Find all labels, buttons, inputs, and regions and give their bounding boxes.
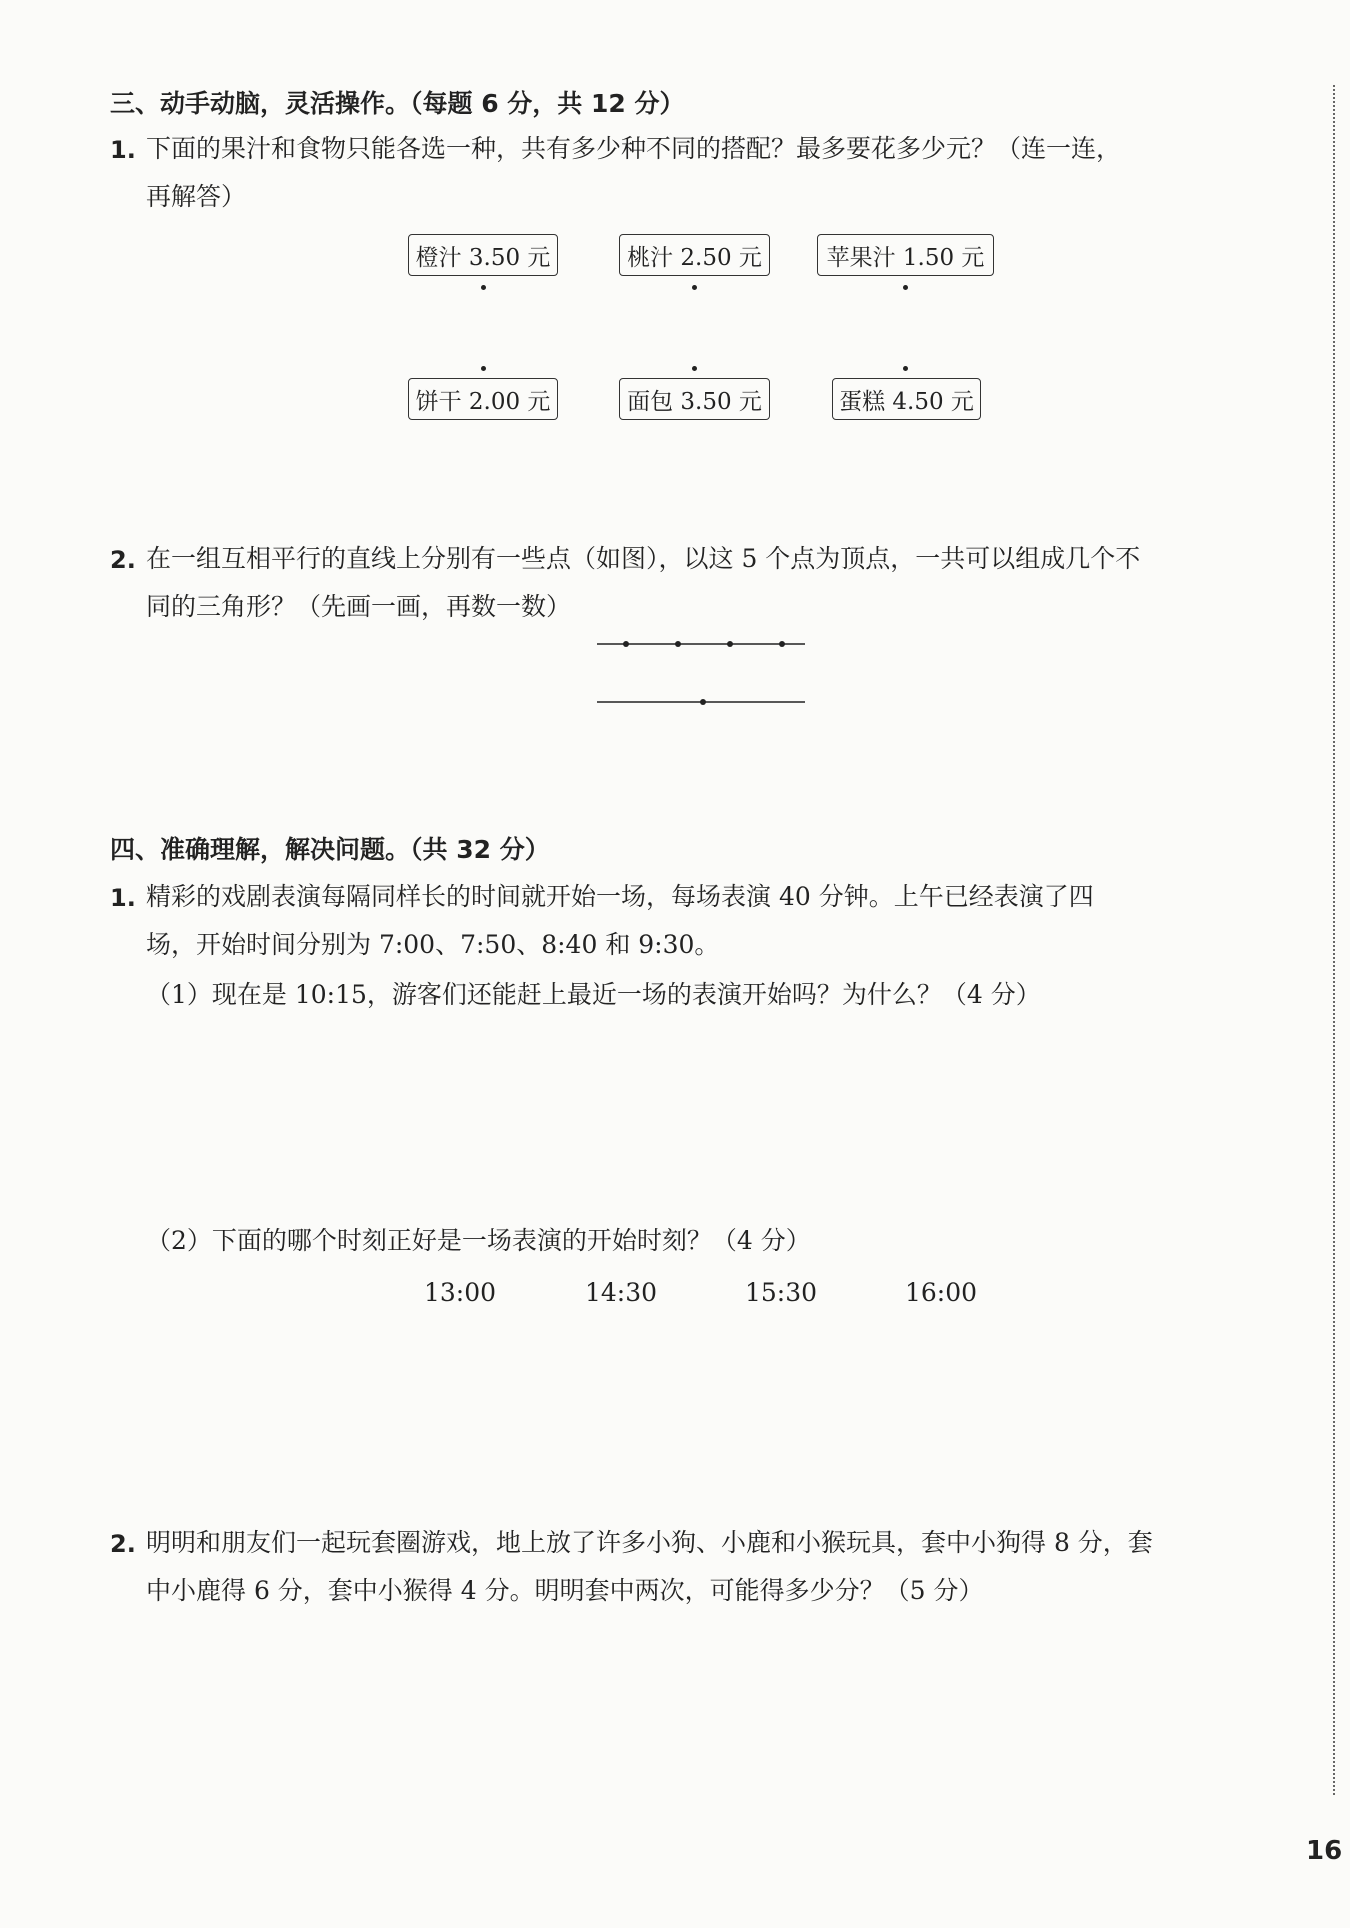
question-number: 1.	[110, 884, 136, 912]
question-text: 中小鹿得 6 分，套中小猴得 4 分。明明套中两次，可能得多少分？（5 分）	[146, 1576, 984, 1605]
food-box-cake: 蛋糕 4.50 元	[832, 378, 981, 420]
drink-box-orange-juice: 橙汁 3.50 元	[408, 234, 558, 276]
time-option: 16:00	[905, 1278, 978, 1307]
connect-dot	[481, 366, 486, 371]
point	[779, 641, 785, 647]
connect-dot	[692, 285, 697, 290]
question-text: 明明和朋友们一起玩套圈游戏，地上放了许多小狗、小鹿和小猴玩具，套中小狗得 8 分，套	[146, 1528, 1153, 1557]
section4-title: 四、准确理解，解决问题。（共 32 分）	[110, 835, 550, 864]
drink-box-peach-juice: 桃汁 2.50 元	[619, 234, 770, 276]
time-option: 13:00	[424, 1278, 497, 1307]
point	[700, 699, 706, 705]
parallel-lines-figure	[590, 630, 810, 710]
section3-title: 三、动手动脑，灵活操作。（每题 6 分，共 12 分）	[110, 89, 685, 118]
connect-dot	[692, 366, 697, 371]
point	[675, 641, 681, 647]
question-number: 1.	[110, 136, 136, 164]
time-option: 15:30	[745, 1278, 818, 1307]
food-box-biscuit: 饼干 2.00 元	[408, 378, 558, 420]
sub-question-text: （1）现在是 10:15，游客们还能赶上最近一场的表演开始吗？为什么？（4 分）	[146, 980, 1041, 1009]
connect-dot	[903, 366, 908, 371]
margin-dotted-line	[1333, 85, 1335, 1795]
sub-question-text: （2）下面的哪个时刻正好是一场表演的开始时刻？（4 分）	[146, 1226, 811, 1255]
question-text: 在一组互相平行的直线上分别有一些点（如图），以这 5 个点为顶点，一共可以组成几个不	[146, 544, 1141, 573]
question-number: 2.	[110, 1530, 136, 1558]
question-text: 同的三角形？（先画一画，再数一数）	[146, 592, 572, 621]
connect-dot	[903, 285, 908, 290]
question-text: 精彩的戏剧表演每隔同样长的时间就开始一场，每场表演 40 分钟。上午已经表演了四	[146, 882, 1094, 911]
time-option: 14:30	[585, 1278, 658, 1307]
point	[623, 641, 629, 647]
connect-dot	[481, 285, 486, 290]
question-text: 再解答）	[146, 182, 247, 211]
drink-box-apple-juice: 苹果汁 1.50 元	[817, 234, 994, 276]
point	[727, 641, 733, 647]
food-box-bread: 面包 3.50 元	[619, 378, 770, 420]
question-number: 2.	[110, 546, 136, 574]
page-number: 16	[1306, 1836, 1343, 1866]
question-text: 下面的果汁和食物只能各选一种，共有多少种不同的搭配？最多要花多少元？（连一连，	[146, 134, 1122, 163]
question-text: 场，开始时间分别为 7:00、7:50、8:40 和 9:30。	[146, 930, 720, 959]
